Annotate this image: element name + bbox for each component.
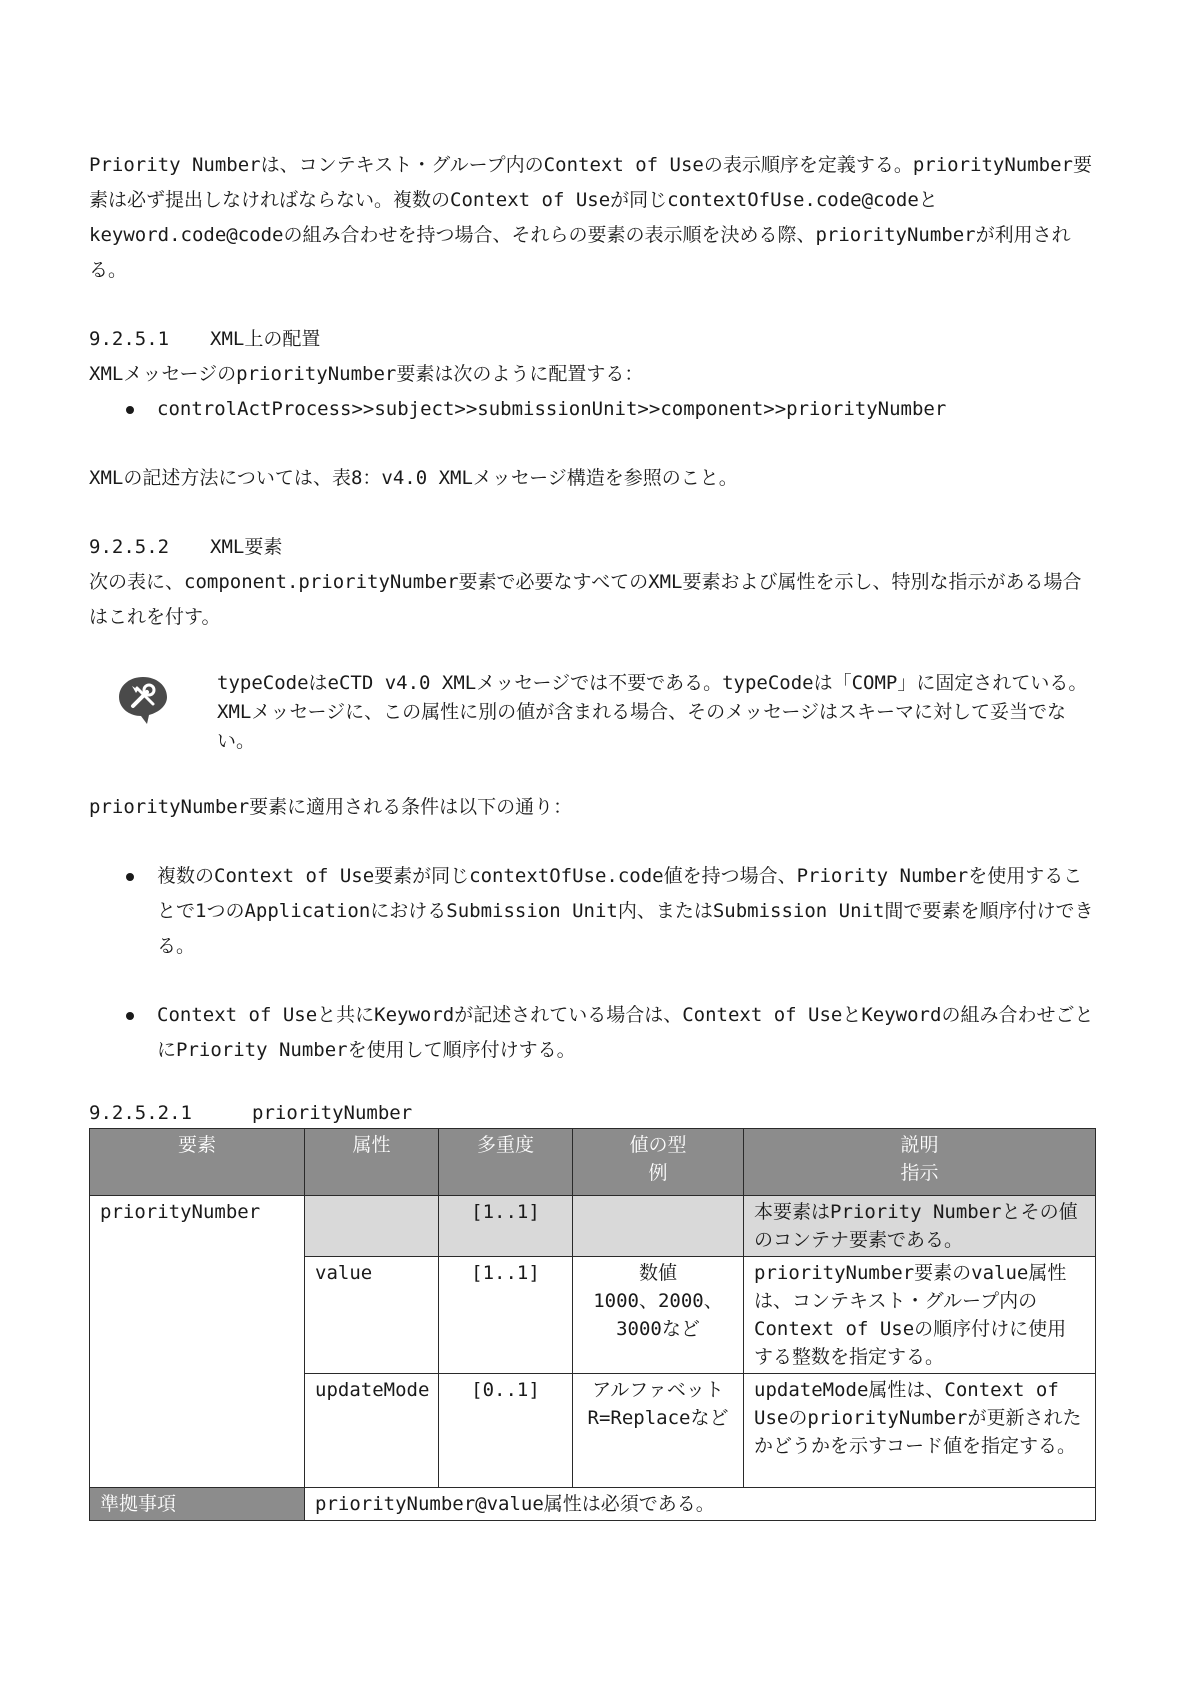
section-title: XML要素 xyxy=(210,536,283,558)
compliance-label: 準拠事項 xyxy=(90,1488,305,1521)
element-cell: priorityNumber xyxy=(90,1196,305,1488)
description-cell: 本要素はPriority Numberとその値のコンテナ要素である。 xyxy=(744,1196,1096,1257)
section-heading-placement xyxy=(89,322,1094,357)
header-cardinality: 多重度 xyxy=(439,1129,573,1196)
cardinality-cell: [0..1] xyxy=(439,1374,573,1488)
table-row xyxy=(90,1196,1096,1257)
section-number: 9.2.5.1 xyxy=(89,328,170,350)
conditions-list xyxy=(89,859,1094,1068)
description-cell: updateMode属性は、Context of UseのpriorityNumberが更新されたかどうかを示すコード値を指定する。 xyxy=(744,1374,1096,1488)
type-cell: 数値 1000、2000、 3000など xyxy=(573,1257,744,1374)
intro-paragraph: Priority Numberは、コンテキスト・グループ内のContext of Useの表示順序を定義する。priorityNumber要素は必ず提出しなければならない。複数のContext of Useが同じcontextOfUse.code@codeとkeyword.code@codeの組み合わせを持つ場合、それらの要素の表示順を決める際、priorityNumberが利用される。 xyxy=(89,154,1092,281)
compliance-text: priorityNumber@value属性は必須である。 xyxy=(305,1488,1096,1521)
attribute-cell: updateMode xyxy=(305,1374,439,1488)
cardinality-cell: [1..1] xyxy=(439,1257,573,1374)
section-title: XML上の配置 xyxy=(210,328,321,350)
section-number: 9.2.5.2 xyxy=(89,536,170,558)
header-element: 要素 xyxy=(90,1129,305,1196)
priority-number-table xyxy=(89,1128,1096,1521)
list-item: controlActProcess>>subject>>submissionUnit>>component>>priorityNumber xyxy=(89,392,1094,427)
type-cell: アルファベット R=Replaceなど xyxy=(573,1374,744,1488)
compliance-row xyxy=(90,1488,1096,1521)
type-cell xyxy=(573,1196,744,1257)
note-box xyxy=(89,669,1094,756)
attribute-cell xyxy=(305,1196,439,1257)
table-number: 9.2.5.2.1 xyxy=(89,1102,192,1124)
cardinality-cell: [1..1] xyxy=(439,1196,573,1257)
list-item: 複数のContext of Use要素が同じcontextOfUse.code値を持つ場合、Priority Numberを使用することで1つのApplicationにおけるSubmission Unit内、またはSubmission Unit間で要素を順序付けできる。 xyxy=(89,859,1094,964)
attribute-cell: value xyxy=(305,1257,439,1374)
placement-text: XMLメッセージのpriorityNumber要素は次のように配置する： xyxy=(89,363,644,385)
placement-list xyxy=(89,392,1094,427)
section-heading-elements xyxy=(89,530,1094,565)
description-cell: priorityNumber要素のvalue属性は、コンテキスト・グループ内のContext of Useの順序付けに使用する整数を指定する。 xyxy=(744,1257,1096,1374)
header-attribute: 属性 xyxy=(305,1129,439,1196)
header-description: 説明 指示 xyxy=(744,1129,1096,1196)
reference-text: XMLの記述方法については、表8：v4.0 XMLメッセージ構造を参照のこと。 xyxy=(89,467,738,489)
table-title: priorityNumber xyxy=(252,1102,413,1124)
document-page xyxy=(89,148,1094,1521)
header-type: 値の型 例 xyxy=(573,1129,744,1196)
table-caption xyxy=(89,1098,1094,1128)
note-text: typeCodeはeCTD v4.0 XMLメッセージでは不要である。typeCodeは「COMP」に固定されている。XMLメッセージに、この属性に別の値が含まれる場合、そのメッセージはスキーマに対して妥当でない。 xyxy=(217,672,1088,752)
conditions-intro: priorityNumber要素に適用される条件は以下の通り： xyxy=(89,796,573,818)
elements-text: 次の表に、component.priorityNumber要素で必要なすべてのXML要素および属性を示し、特別な指示がある場合はこれを付す。 xyxy=(89,571,1082,628)
list-item: Context of Useと共にKeywordが記述されている場合は、Context of UseとKeywordの組み合わせごとにPriority Numberを使用して順序付けする。 xyxy=(89,998,1094,1068)
table-header-row xyxy=(90,1129,1096,1196)
tools-note-icon xyxy=(117,675,169,725)
